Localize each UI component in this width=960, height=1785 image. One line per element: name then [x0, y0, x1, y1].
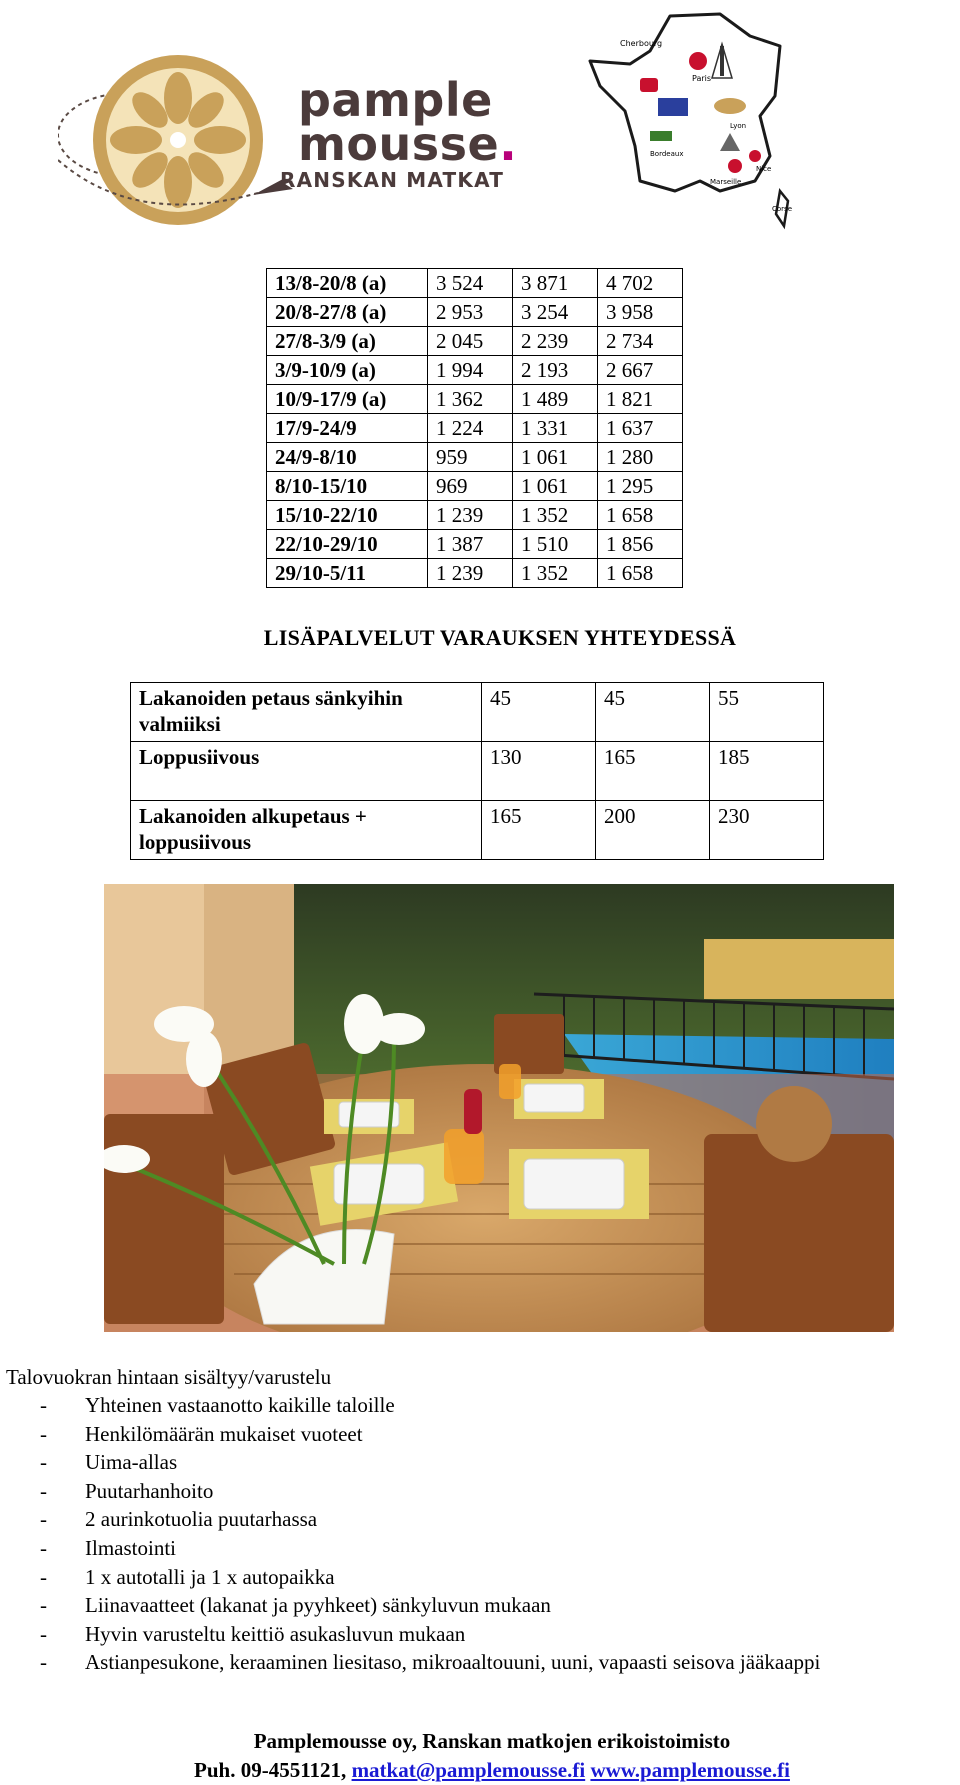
price-value-cell: 2 193 [513, 356, 598, 385]
svg-text:Corse: Corse [772, 205, 793, 213]
extras-row [131, 683, 824, 742]
price-value-cell: 1 352 [513, 501, 598, 530]
list-item-text: Astianpesukone, keraaminen liesitaso, mikroaaltouuni, uuni, vapaasti seisova jääkaappi [85, 1650, 821, 1675]
price-period-cell: 10/9-17/9 (a) [267, 385, 428, 414]
list-item-text: Puutarhanhoito [85, 1478, 214, 1503]
list-item-text: Henkilömäärän mukaiset vuoteet [85, 1421, 363, 1446]
illustrated-france-map [580, 6, 810, 236]
extras-title: LISÄPALVELUT VARAUKSEN YHTEYDESSÄ [263, 625, 737, 650]
list-dash: - [40, 1593, 47, 1618]
price-value-cell: 3 524 [428, 269, 513, 298]
price-value-cell: 1 658 [598, 501, 683, 530]
extras-price-cell: 185 [710, 742, 824, 801]
price-row [267, 472, 683, 501]
footer-website-link[interactable]: www.pamplemousse.fi [590, 1758, 790, 1782]
list-item [40, 1593, 820, 1622]
list-item-text: Ilmastointi [85, 1535, 176, 1560]
list-dash: - [40, 1478, 47, 1503]
price-value-cell: 1 362 [428, 385, 513, 414]
price-value-cell: 1 331 [513, 414, 598, 443]
price-value-cell: 1 352 [513, 559, 598, 588]
brand-dot: . [499, 117, 518, 171]
extras-price-cell: 130 [482, 742, 596, 801]
footer [0, 1727, 960, 1785]
list-dash: - [40, 1507, 47, 1532]
france-map-icon [580, 6, 810, 236]
list-item [40, 1393, 820, 1422]
price-period-cell: 22/10-29/10 [267, 530, 428, 559]
price-value-cell: 969 [428, 472, 513, 501]
list-dash: - [40, 1393, 47, 1417]
price-value-cell: 2 239 [513, 327, 598, 356]
list-dash: - [40, 1621, 47, 1646]
extras-price-cell: 45 [596, 683, 710, 742]
price-row [267, 530, 683, 559]
list-item [40, 1650, 820, 1679]
price-value-cell: 2 953 [428, 298, 513, 327]
list-item [40, 1479, 820, 1508]
price-table [266, 268, 683, 588]
price-value-cell: 2 045 [428, 327, 513, 356]
price-period-cell: 15/10-22/10 [267, 501, 428, 530]
extras-price-cell: 200 [596, 801, 710, 860]
brand-name-line1: pample [298, 73, 493, 127]
list-dash: - [40, 1421, 47, 1446]
footer-phone: Puh. 09-4551121, [194, 1758, 347, 1782]
extras-row [131, 801, 824, 860]
price-value-cell: 1 280 [598, 443, 683, 472]
list-item [40, 1622, 820, 1651]
price-period-cell: 24/9-8/10 [267, 443, 428, 472]
brand-name [298, 73, 518, 171]
price-value-cell: 1 061 [513, 443, 598, 472]
price-row [267, 501, 683, 530]
svg-text:Paris: Paris [692, 74, 712, 83]
price-period-cell: 27/8-3/9 (a) [267, 327, 428, 356]
list-dash: - [40, 1650, 47, 1675]
list-item-text: Uima-allas [85, 1450, 178, 1475]
footer-contact-line [0, 1756, 960, 1785]
extras-price-cell: 55 [710, 683, 824, 742]
terrace-dining-table-pool-photo [104, 884, 894, 1332]
svg-text:Cherbourg: Cherbourg [620, 39, 663, 48]
price-period-cell: 20/8-27/8 (a) [267, 298, 428, 327]
brand-name-line2 [298, 117, 518, 171]
list-item-text: Hyvin varusteltu keittiö asukasluvun mukaan [85, 1621, 466, 1646]
price-row [267, 269, 683, 298]
price-value-cell: 2 734 [598, 327, 683, 356]
footer-email-link[interactable]: matkat@pamplemousse.fi [351, 1758, 586, 1782]
price-value-cell: 4 702 [598, 269, 683, 298]
company-logo [58, 40, 518, 230]
extras-row [131, 742, 824, 801]
extras-price-cell: 165 [596, 742, 710, 801]
price-value-cell: 959 [428, 443, 513, 472]
list-item [40, 1565, 820, 1594]
price-value-cell: 1 510 [513, 530, 598, 559]
price-value-cell: 1 994 [428, 356, 513, 385]
price-period-cell: 8/10-15/10 [267, 472, 428, 501]
price-value-cell: 1 658 [598, 559, 683, 588]
price-value-cell: 3 958 [598, 298, 683, 327]
extras-service-cell: Loppusiivous [131, 742, 482, 801]
extras-service-cell: Lakanoiden petaus sänkyihin valmiiksi [131, 683, 482, 742]
list-dash: - [40, 1535, 47, 1560]
price-value-cell: 1 061 [513, 472, 598, 501]
terrace-photo-image [104, 884, 894, 1332]
price-value-cell: 1 637 [598, 414, 683, 443]
price-value-cell: 2 667 [598, 356, 683, 385]
extras-table-body [131, 683, 824, 860]
price-value-cell: 1 239 [428, 559, 513, 588]
price-value-cell: 1 239 [428, 501, 513, 530]
svg-text:Nice: Nice [756, 165, 772, 173]
extras-price-cell: 165 [482, 801, 596, 860]
price-value-cell: 1 856 [598, 530, 683, 559]
price-row [267, 414, 683, 443]
price-value-cell: 3 254 [513, 298, 598, 327]
price-value-cell: 1 387 [428, 530, 513, 559]
extras-service-cell: Lakanoiden alkupetaus + loppusiivous [131, 801, 482, 860]
grapefruit-slice-airplane-logo [58, 40, 318, 230]
svg-text:Marseille: Marseille [710, 178, 742, 186]
price-row [267, 356, 683, 385]
price-value-cell: 1 224 [428, 414, 513, 443]
list-item-text: Liinavaatteet (lakanat ja pyyhkeet) sänkyluvun mukaan [85, 1593, 551, 1618]
extras-price-cell: 45 [482, 683, 596, 742]
price-row [267, 443, 683, 472]
price-row [267, 327, 683, 356]
price-period-cell: 13/8-20/8 (a) [267, 269, 428, 298]
list-dash: - [40, 1564, 47, 1589]
list-item [40, 1450, 820, 1479]
price-table-body [267, 269, 683, 588]
price-period-cell: 29/10-5/11 [267, 559, 428, 588]
price-row [267, 385, 683, 414]
price-row [267, 298, 683, 327]
price-value-cell: 1 295 [598, 472, 683, 501]
list-item-text: 2 aurinkotuolia puutarhassa [85, 1507, 318, 1532]
list-dash: - [40, 1450, 47, 1475]
svg-text:Lyon: Lyon [730, 122, 747, 130]
price-value-cell: 1 821 [598, 385, 683, 414]
list-item [40, 1507, 820, 1536]
price-period-cell: 3/9-10/9 (a) [267, 356, 428, 385]
price-value-cell: 1 489 [513, 385, 598, 414]
list-item [40, 1422, 820, 1451]
svg-text:Bordeaux: Bordeaux [650, 150, 684, 158]
price-value-cell: 3 871 [513, 269, 598, 298]
extras-table [130, 682, 824, 860]
footer-company-line: Pamplemousse oy, Ranskan matkojen erikoistoimisto [253, 1729, 731, 1753]
included-list [40, 1393, 820, 1679]
list-item-text: 1 x autotalli ja 1 x autopaikka [85, 1564, 335, 1589]
price-row [267, 559, 683, 588]
extras-price-cell: 230 [710, 801, 824, 860]
list-item [40, 1536, 820, 1565]
included-title: Talovuokran hintaan sisältyy/varustelu [6, 1365, 332, 1389]
price-period-cell: 17/9-24/9 [267, 414, 428, 443]
brand-subtitle: RANSKAN MATKAT [280, 168, 505, 192]
list-item-text: Yhteinen vastaanotto kaikille taloille [85, 1393, 395, 1417]
brand-name-line2-text: mousse [298, 117, 500, 171]
